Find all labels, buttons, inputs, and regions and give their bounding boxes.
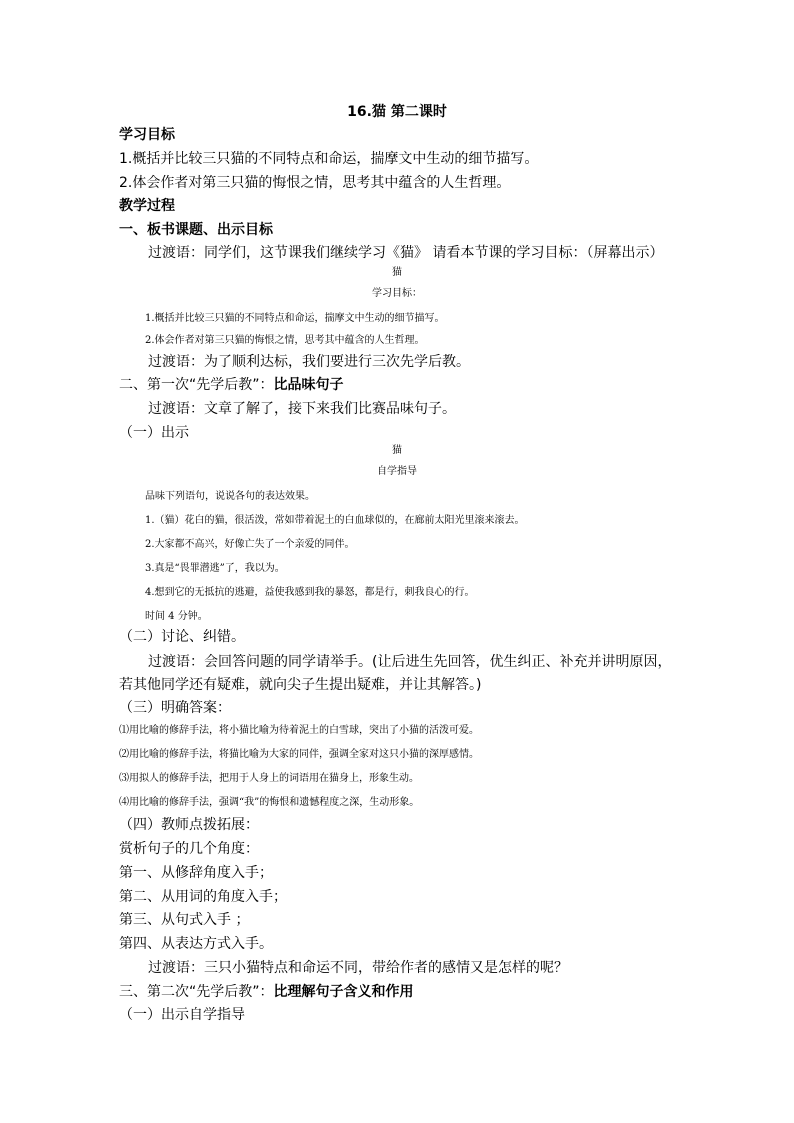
section3-heading-prefix: 三、第二次“先学后教”： [119,984,274,1000]
angle-3: 第三、从句式入手 ； [119,912,250,928]
objectives-heading: 学习目标 [119,127,175,143]
slide2-item-4: 4.想到它的无抵抗的逃避，益使我感到我的暴怒，都是行，刺我良心的行。 [145,587,475,598]
angle-2: 第二、从用词的角度入手； [119,889,287,905]
answer-1: ⑴用比喻的修辞手法，将小猫比喻为待着泥土的白雪球，突出了小猫的活泼可爱。 [119,725,479,736]
answer-3: ⑶用拟人的修辞手法，把用于人身上的词语用在猫身上，形象生动。 [119,773,419,784]
section2-heading [119,378,344,392]
objective-1: 1.概括并比较三只猫的不同特点和命运，揣摩文中生动的细节描写。 [119,151,539,167]
section2-transition-2-line1: 过渡语：会回答问题的同学请举手。(让后进生先回答，优生纠正、补充并讲明原因， [148,654,672,670]
section2-heading-prefix: 二、第一次“先学后教”： [119,377,274,393]
slide2-title: 猫 [392,445,402,456]
section2-part4-label: （四）教师点拨拓展： [119,817,259,833]
section3-part1-label: （一）出示自学指导 [119,1007,245,1023]
section2-part2-label: （二）讨论、纠错。 [119,629,245,645]
slide2-item-2: 2.大家都不高兴，好像亡失了一个亲爱的同伴。 [145,539,355,550]
section3-heading-suffix: 比理解句子含义和作用 [273,984,414,1000]
slide2-subtitle: 自学指导 [377,466,417,477]
answer-2: ⑵用比喻的修辞手法，将猫比喻为大家的同伴，强调全家对这只小猫的深厚感情。 [119,749,479,760]
section3-heading [119,985,414,999]
section1-heading: 一、板书课题、出示目标 [119,222,273,238]
page-title: 16.猫 第二课时 [347,104,447,120]
section2-heading-suffix: 比品味句子 [273,377,344,393]
slide1-item-1: 1.概括并比较三只猫的不同特点和命运，揣摩文中生动的细节描写。 [145,313,445,324]
section2-part1-label: （一）出示 [119,425,189,441]
slide2-item-3: 3.真是“畏罪潜逃”了，我以为。 [145,563,285,574]
slide1-item-2: 2.体会作者对第三只猫的悔恨之情，思考其中蕴含的人生哲理。 [145,335,425,346]
section1-transition: 过渡语：同学们，这节课我们继续学习《猫》 请看本节课的学习目标：（屏幕出示） [148,245,664,261]
section2-transition: 过渡语：文章了解了，接下来我们比赛品味句子。 [148,401,456,417]
section2-transition-2-line2: 若其他同学还有疑难，就向尖子生提出疑难，并让其解答。) [119,677,482,693]
section2-part3-label: （三）明确答案： [119,700,231,716]
answer-4: ⑷用比喻的修辞手法，强调“我”的悔恨和遗憾程度之深，生动形象。 [119,797,420,808]
slide1-title: 猫 [392,267,402,278]
section1-transition-2: 过渡语：为了顺利达标，我们要进行三次先学后教。 [148,354,470,370]
slide2-item-1: 1.（猫）花白的猫，很活泼，常如带着泥土的白血球似的，在廊前太阳光里滚来滚去。 [145,515,525,526]
angle-1: 第一、从修辞角度入手； [119,865,273,881]
angles-intro: 赏析句子的几个角度： [119,841,259,857]
slide1-subtitle: 学习目标： [372,288,422,299]
slide2-time: 时间 4 分钟。 [145,611,208,622]
angle-4: 第四、从表达方式入手。 [119,936,273,952]
slide2-intro: 品味下列语句，说说各句的表达效果。 [145,491,315,502]
section2-transition-3: 过渡语：三只小猫特点和命运不同，带给作者的感情又是怎样的呢？ [148,960,568,976]
objective-2: 2.体会作者对第三只猫的悔恨之情，思考其中蕴含的人生哲理。 [119,175,511,191]
process-heading: 教学过程 [119,198,175,214]
